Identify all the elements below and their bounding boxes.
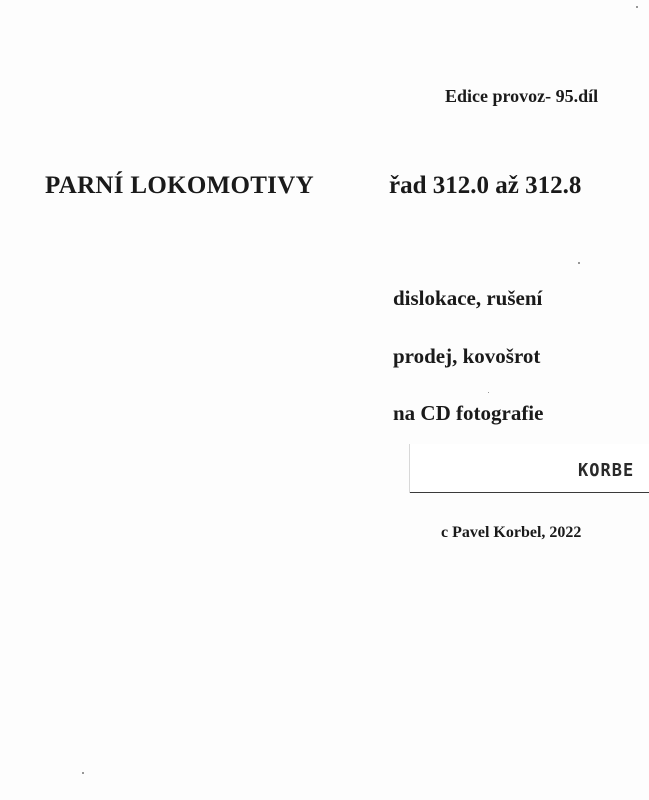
- scan-speck: [636, 6, 638, 8]
- title-primary: PARNÍ LOKOMOTIVY: [45, 172, 314, 199]
- scan-speck: [82, 772, 84, 774]
- copyright-line: c Pavel Korbel, 2022: [441, 524, 582, 541]
- stamp-text: KORBE: [578, 460, 635, 482]
- subtitle-line-2: prodej, kovošrot: [393, 344, 541, 368]
- edition-label: Edice provoz- 95.díl: [445, 86, 599, 106]
- scan-speck: [578, 262, 580, 264]
- scan-speck: [488, 392, 489, 393]
- subtitle-line-3: na CD fotografie: [393, 401, 544, 425]
- title-series: řad 312.0 až 312.8: [389, 172, 582, 199]
- subtitle-line-1: dislokace, rušení: [393, 286, 543, 310]
